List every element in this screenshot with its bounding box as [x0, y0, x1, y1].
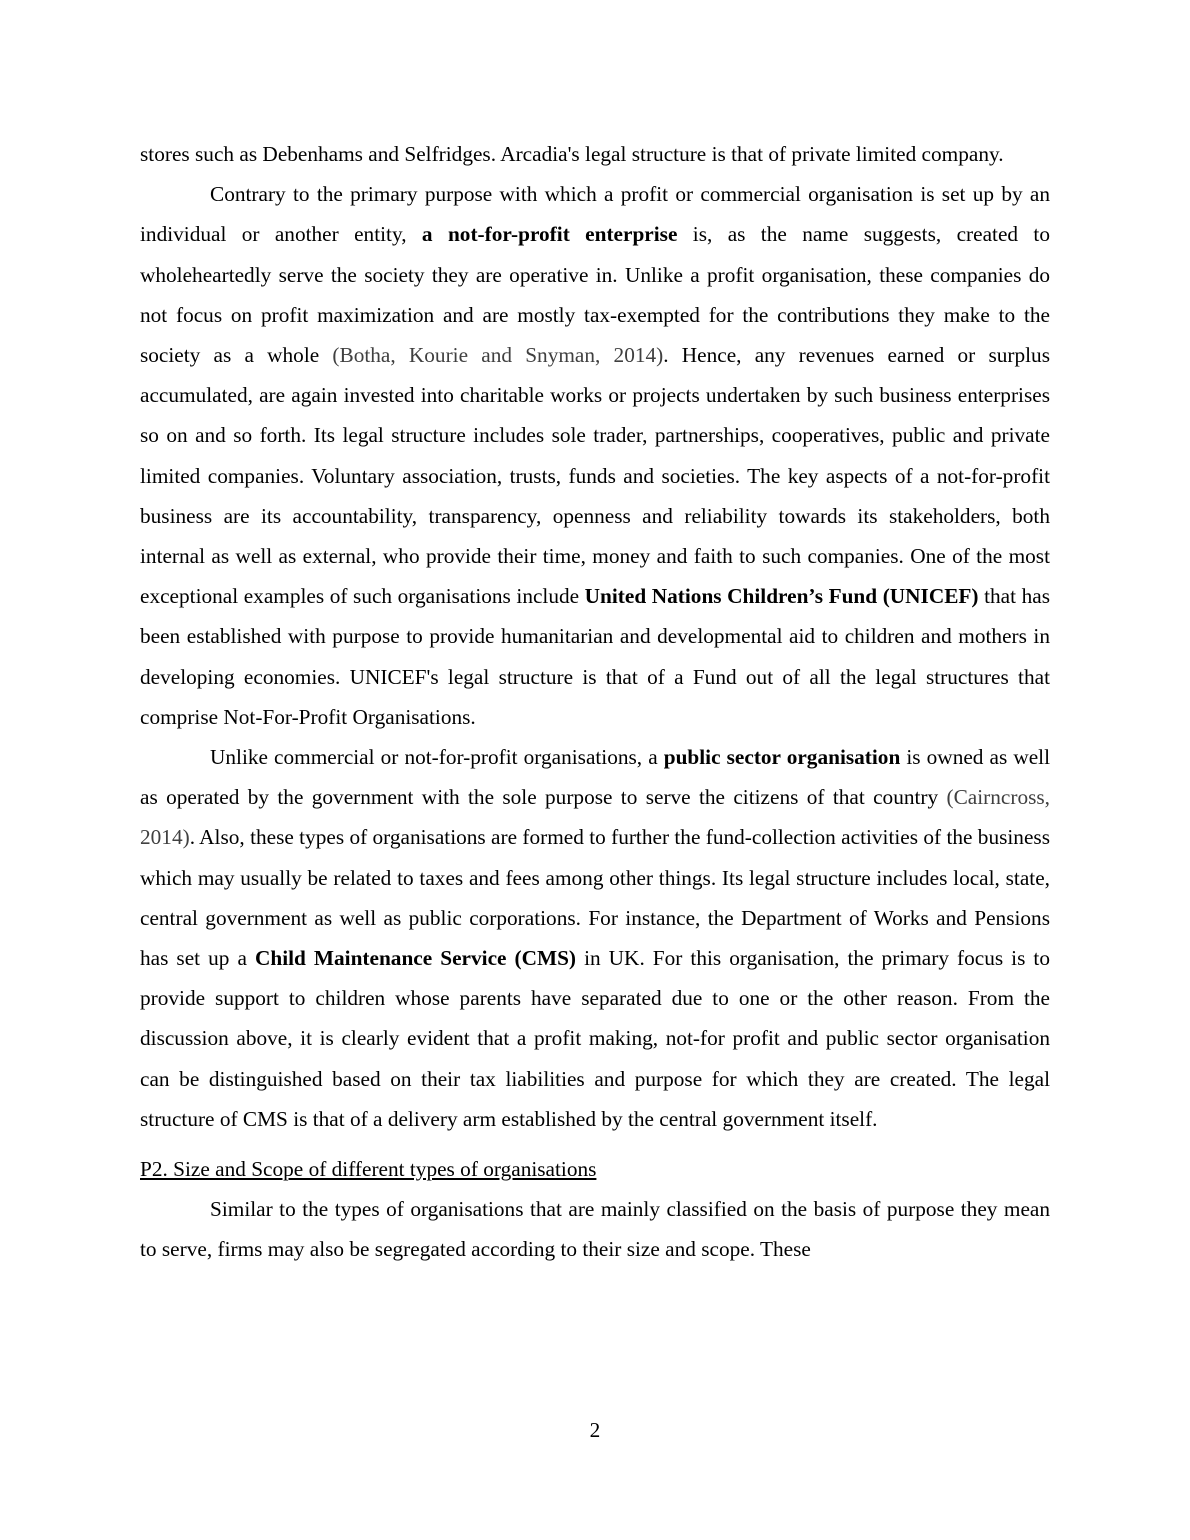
page-body	[140, 134, 1050, 1269]
bold-term-not-for-profit: a not-for-profit enterprise	[421, 222, 678, 247]
paragraph-text: Contrary to the primary purpose with which a profit or commercial organisation is set up by an individual or another entity,	[140, 182, 1050, 247]
paragraph-text: in UK. For this organisation, the primary focus is to provide support to children whose parents have separated due to one or the other reason. From the discussion above, it is clearly evident that a profit making, not-for profit and public sector organisation can be distinguished based on their tax liabilities and purpose for which they are created. The legal structure of CMS is that of a delivery arm established by the central government itself.	[140, 946, 1050, 1131]
paragraph-text: that has been established with purpose to provide humanitarian and developmental aid to children and mothers in developing economies. UNICEF's legal structure is that of a Fund out of all the legal structures that comprise Not-For-Profit Organisations.	[140, 584, 1050, 729]
bold-term-unicef: United Nations Children’s Fund (UNICEF)	[584, 584, 979, 609]
paragraph-text: is, as the name suggests, created to wholeheartedly serve the society they are operative in. Unlike a profit organisation, these companies do not focus on profit maximization and are mostly tax-exempted for the contributions they make to the society as a whole	[140, 222, 1050, 368]
section-heading-p2: P2. Size and Scope of different types of organisations	[140, 1157, 597, 1182]
paragraph-text: is owned as well as operated by the government with the sole purpose to serve the citizens of that country	[140, 745, 1050, 810]
paragraph-text: Unlike commercial or not-for-profit organisations, a	[210, 745, 664, 770]
paragraph-size-scope	[140, 1189, 1050, 1269]
paragraph-text: . Also, these types of organisations are formed to further the fund-collection activities of the business which may usually be related to taxes and fees among other things. Its legal structure includes local, state, central government as well as public corporations. For instance, the Department of Works and Pensions has set up a	[140, 825, 1050, 971]
paragraph-text: Similar to the types of organisations that are mainly classified on the basis of purpose they mean to serve, firms may also be segregated according to their size and scope. These	[140, 1197, 1050, 1262]
paragraph-text: stores such as Debenhams and Selfridges. Arcadia's legal structure is that of private limited company.	[140, 142, 1004, 166]
citation-cairncross-2014: (Cairncross, 2014)	[140, 785, 1050, 850]
paragraph-arcadia-continuation	[140, 134, 1050, 174]
bold-term-cms: Child Maintenance Service (CMS)	[254, 946, 577, 971]
citation-botha-2014: (Botha, Kourie and Snyman, 2014)	[332, 343, 664, 368]
page-number: 2	[589, 1418, 601, 1442]
paragraph-public-sector	[140, 737, 1050, 1139]
paragraph-not-for-profit	[140, 174, 1050, 737]
paragraph-text: . Hence, any revenues earned or surplus accumulated, are again invested into charitable works or projects undertaken by such business enterprises so on and so forth. Its legal structure includes sole trader, partnerships, cooperatives, public and private limited companies. Voluntary association, trusts, funds and societies. The key aspects of a not-for-profit business are its accountability, transparency, openness and reliability towards its stakeholders, both internal as well as external, who provide their time, money and faith to such companies. One of the most exceptional examples of such organisations include	[140, 343, 1050, 609]
bold-term-public-sector: public sector organisation	[663, 745, 901, 770]
